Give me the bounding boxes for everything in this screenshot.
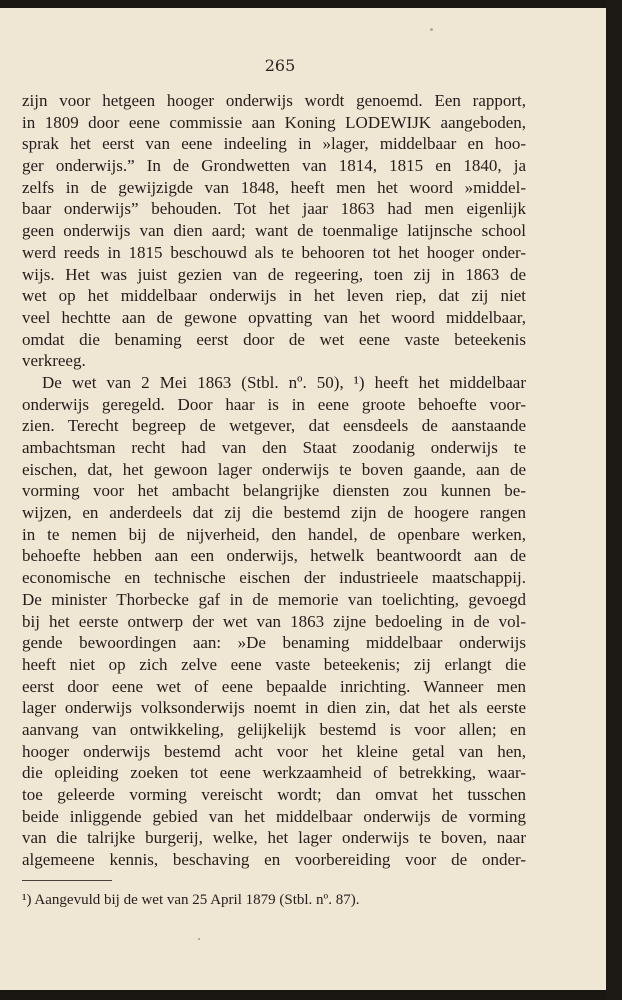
paper-spot [430,28,433,31]
text-line: algemeene kennis, beschaving en voorbereiding voor de onder- [22,850,526,870]
text-line: behoefte hebben aan een onderwijs, hetwelk beantwoordt aan de [22,546,526,566]
text-line: zijn voor hetgeen hooger onderwijs wordt genoemd. Een rapport, [22,91,526,110]
text-line: hooger onderwijs bestemd acht voor het kleine getal van hen, [22,741,526,761]
footnote: ¹) Aangevuld bij de wet van 25 April 1879 (Stbl. nº. 87). [22,892,360,908]
text-line: gende bewoordingen aan: »De benaming middelbaar onderwijs [22,633,526,653]
text-line: van die talrijke burgerij, welke, het lager onderwijs te boven, naar [22,828,526,848]
text-line: vorming voor het ambacht belangrijke diensten zou kunnen be- [22,481,526,501]
text-line: ambachtsman recht had van den Staat zoodanig onderwijs te [22,438,526,457]
text-line: zien. Terecht begreep de wetgever, dat eensdeels de aanstaande [22,416,526,436]
text-line: eischen, dat, het gewoon lager onderwijs te boven gaande, aan de [22,459,526,479]
text-line: wijzen, en anderdeels dat zij die bestemd zijn de hoogere rangen [22,503,526,523]
text-line: in 1809 door eene commissie aan Koning LODEWIJK aangeboden, [22,112,526,132]
text-line: sprak het eerst van eene indeeling in »lager, middelbaar en hoo- [22,134,526,154]
text-line: onderwijs geregeld. Door haar is in eene groote behoefte voor- [22,394,526,414]
text-line: wijs. Het was juist gezien van de regeering, toen zij in 1863 de [22,264,526,284]
body-text [22,90,526,871]
text-line: toe geleerde vorming vereischt wordt; dan omvat het tusschen [22,785,526,804]
text-line: zelfs in de gewijzigde van 1848, heeft men het woord »middel- [22,177,526,197]
text-line: De minister Thorbecke gaf in de memorie van toelichting, gevoegd [22,589,526,609]
text-line: die opleiding zoeken tot eene werkzaamheid of betrekking, waar- [22,763,526,783]
text-line: lager onderwijs volksonderwijs noemt in dien zin, dat het als eerste [22,698,526,718]
text-line: omdat die benaming eerst door de wet eene vaste beteekenis [22,329,526,349]
text-line: werd reeds in 1815 beschouwd als te behooren tot het hooger onder- [22,242,526,262]
text-line: ger onderwijs.” In de Grondwetten van 1814, 1815 en 1840, ja [22,156,526,176]
text-line: De wet van 2 Mei 1863 (Stbl. nº. 50), ¹) heeft het middelbaar [42,372,526,392]
footnote-divider [22,880,112,881]
text-line: in te nemen bij de nijverheid, den handel, de openbare werken, [22,524,526,544]
text-line: bij het eerste ontwerp der wet van 1863 zijne bedoeling in de vol- [22,611,526,631]
text-line: heeft niet op zich zelve eene vaste beteekenis; zij erlangt die [22,654,526,674]
text-line: economische en technische eischen der industrieele maatschappij. [22,568,526,588]
text-line: geen onderwijs van dien aard; want de toenmalige latijnsche school [22,221,526,241]
paper-spot [198,938,200,940]
book-page [0,8,606,990]
text-line: baar onderwijs” behouden. Tot het jaar 1863 had men eigenlijk [22,199,526,219]
page-number: 265 [264,56,296,75]
text-line: veel hechtte aan de gewone opvatting van het woord middelbaar, [22,307,526,327]
text-line: aanvang van ontwikkeling, gelijkelijk bestemd is voor allen; en [22,719,526,739]
text-line: eerst door eene wet of eene bepaalde inrichting. Wanneer men [22,676,526,696]
text-line: beide inliggende gebied van het middelbaar onderwijs de vorming [22,806,526,826]
scan-edge [606,0,622,1000]
text-line: verkreeg. [22,351,86,371]
text-line: wet op het middelbaar onderwijs in het leven riep, dat zij niet [22,286,526,306]
